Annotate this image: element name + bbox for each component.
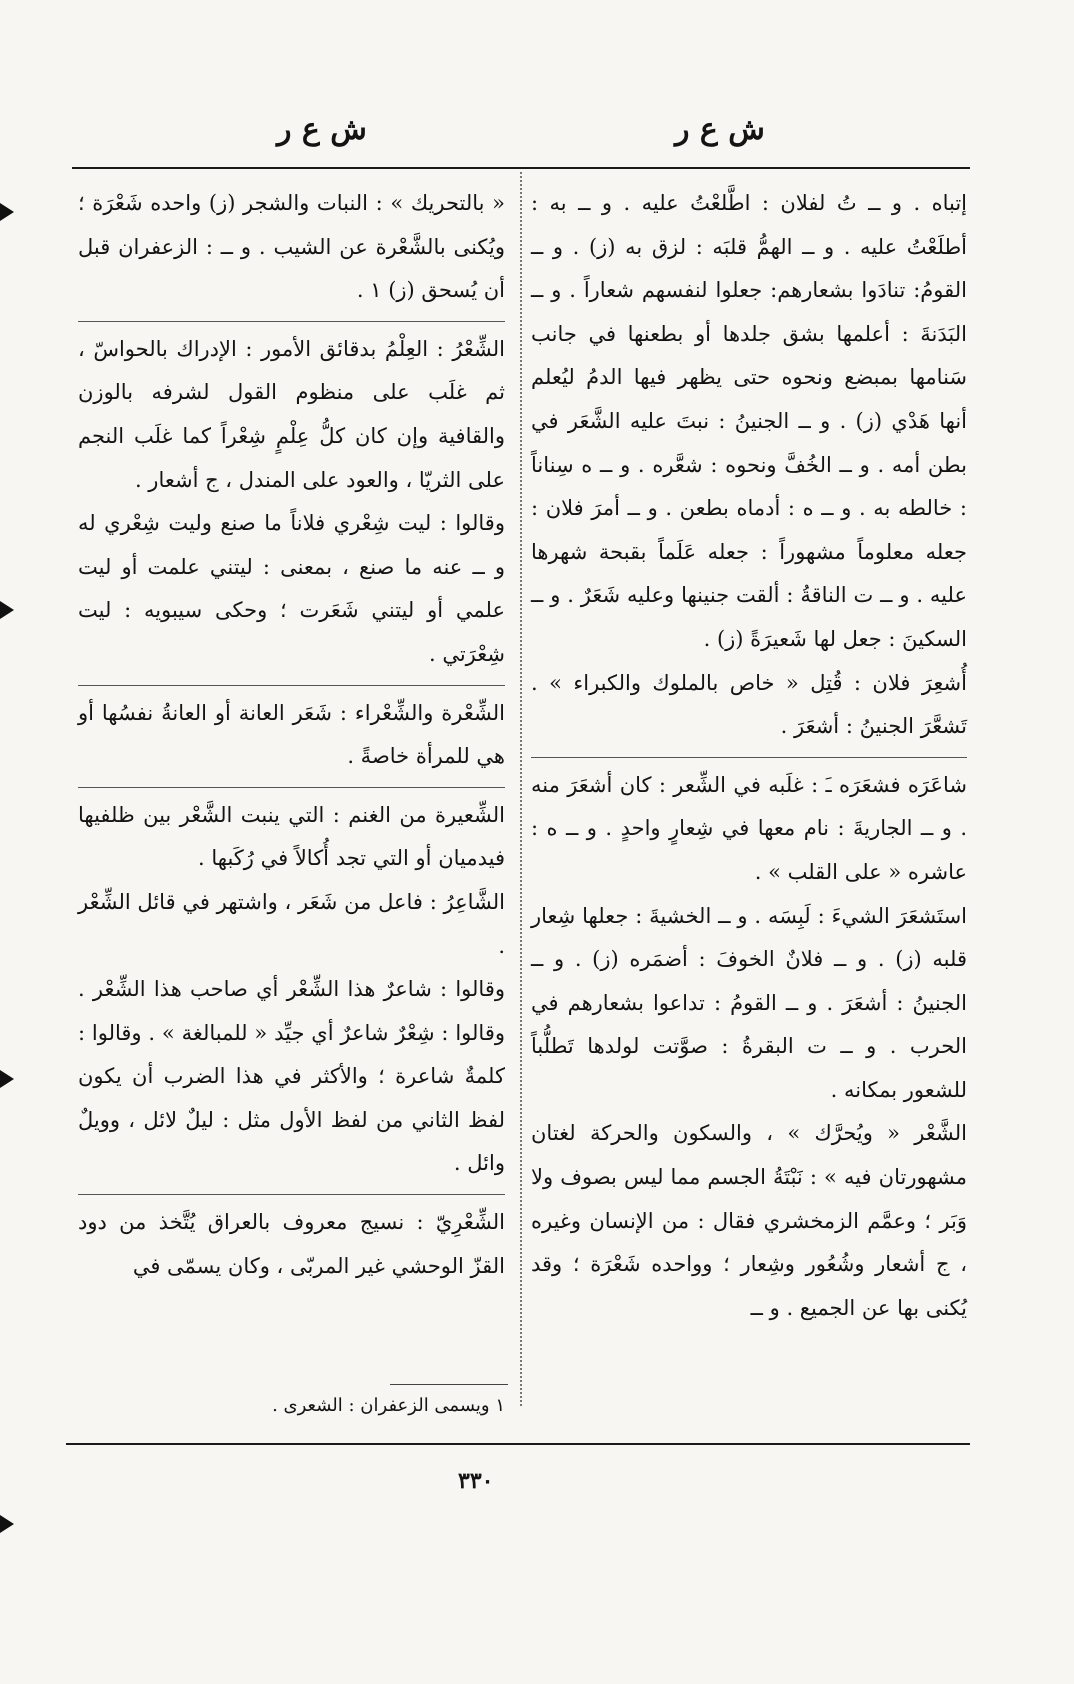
footer-rule xyxy=(66,1443,970,1445)
binding-mark xyxy=(0,601,14,619)
entry-text: الشَّاعِرُ : فاعل من شَعَر ، واشتهر في قائل الشِّعْر . xyxy=(78,889,505,958)
binding-mark xyxy=(0,203,14,221)
entry-text: الشِّعْرُ : العِلْمُ بدقائق الأمور : الإدراك بالحواسّ ، ثم غلَب على منظوم القول لشرفه بالوزن والقافية وإن كان كلُّ عِلْمٍ شِعْراً كما غلَب النجم على الثريّا ، والعود على المندل ، ج أشعار . xyxy=(78,336,505,492)
entry-separator xyxy=(78,787,505,788)
entry-separator xyxy=(78,1194,505,1195)
running-header-left: ش ع ر xyxy=(277,112,367,147)
page-number: ٣٣٠ xyxy=(458,1468,494,1494)
entry-separator xyxy=(78,321,505,322)
binding-mark xyxy=(0,1070,14,1088)
entry-text: وقالوا : ليت شِعْري فلاناً ما صنع وليت شِعْري له و ــ عنه ما صنع ، بمعنى : ليتني علمت أو ليت علمي أو ليتني شَعَرت ؛ وحكى سيبويه : ليت شِعْرَتي . xyxy=(78,511,505,666)
entry-text: استَشعَرَ الشيءَ : لَبِسَه . و ــ الخشيةَ : جعلها شِعار قلبه (ز) . و ــ فلانٌ الخوفَ : أضمَره (ز) . و ــ الجنينُ : أشعَرَ . و ــ القومُ : تداعوا بشعارهم في الحرب . و ــ ت البقرةُ : صوَّتت لولدها تَطلُّباً للشعور بمكانه . xyxy=(531,903,967,1102)
footnote-rule xyxy=(390,1384,508,1385)
entry-text: « بالتحريك » : النبات والشجر (ز) واحده شَعْرَة ؛ ويُكنى بالشَّعْرة عن الشيب . و ــ : الزعفران قبل أن يُسحق (ز) ١ . xyxy=(78,191,505,303)
entry-text: أُشعِرَ فلان : قُتِل « خاص بالملوك والكبراء » . تَشعَّرَ الجنينُ : أشعَرَ . xyxy=(531,670,967,739)
left-column xyxy=(78,182,505,1288)
entry-separator xyxy=(78,685,505,686)
entry-text: الشَّعْر « ويُحرَّك » ، والسكون والحركة لغتان مشهورتان فيه » : نَبْتَةُ الجسم مما ليس بصوف ولا وَبَر ؛ وعمَّم الزمخشري فقال : من الإنسان وغيره ، ج أشعار وشُعُور وشِعار ؛ وواحده شَعْرَة ؛ وقد يُكنى بها عن الجميع . و ــ xyxy=(531,1121,967,1320)
footnote: ١ ويسمى الزعفران : الشعرى . xyxy=(272,1395,505,1416)
right-column xyxy=(531,182,967,1330)
entry-text: إتباه . و ــ تُ لفلان : اطَّلعْتُ عليه . و ــ به : أطلَعْتُ عليه . و ــ الهمُّ قلبَه : لزق به (ز) . و ــ القومُ: تنادَوا بشعارهم: جعلوا لنفسهم شعاراً . و ــ البَدَنةَ : أعلمها بشق جلدها أو بطعنها في جانب سَنامها بمبضع ونحوه حتى يظهر فيها الدمُ ليُعلم أنها هَدْي (ز) . و ــ الجنينُ : نبتَ عليه الشَّعَر في بطن أمه . و ــ الخُفَّ ونحوه : شعَّره . و ــ ه سِناناً : خالطه به . و ــ ه : أدماه بطعن . و ــ أمرَ فلان : جعله معلوماً مشهوراً : جعله عَلَماً بقبحة شهرها عليه . و ــ ت الناقةُ : ألقت جنينها وعليه شَعَرٌ . و ــ السكينَ : جعل لها شَعيرَةً (ز) . xyxy=(531,191,967,651)
entry-text: الشِّعْرِيّ : نسيج معروف بالعراق يُتَّخذ من دود القزّ الوحشي غير المربّى ، وكان يسمّى في xyxy=(78,1210,505,1278)
entry-text: الشِّعْرة والشِّعْراء : شَعَر العانة أو العانةُ نفسُها أو هي للمرأة خاصةً . xyxy=(78,700,505,769)
header-rule xyxy=(72,167,970,169)
running-header-right: ش ع ر xyxy=(675,112,765,147)
entry-text: وقالوا : شاعرٌ هذا الشِّعْر أي صاحب هذا الشِّعْر . وقالوا : شِعْرٌ شاعرٌ أي جيِّد « للمبالغة » . وقالوا : كلمةٌ شاعرة ؛ والأكثر في هذا الضرب أن يكون لفظ الثاني من لفظ الأول مثل : ليلٌ لائل ، وويلٌ وائل . xyxy=(78,977,505,1176)
binding-mark xyxy=(0,1515,14,1533)
entry-text: شاعَرَه فشعَرَه ـَ : غلَبه في الشِّعر : كان أشعَرَ منه . و ــ الجاريةَ : نام معها في شِعارٍ واحدٍ . و ــ ه : عاشره « على القلب » . xyxy=(531,772,967,884)
column-divider xyxy=(520,172,522,1406)
entry-text: الشِّعيرة من الغنم : التي ينبت الشَّعْر بين ظلفيها فيدميان أو التي تجد أُكالاً في رُكَبها . xyxy=(78,802,505,871)
entry-separator xyxy=(531,757,967,758)
